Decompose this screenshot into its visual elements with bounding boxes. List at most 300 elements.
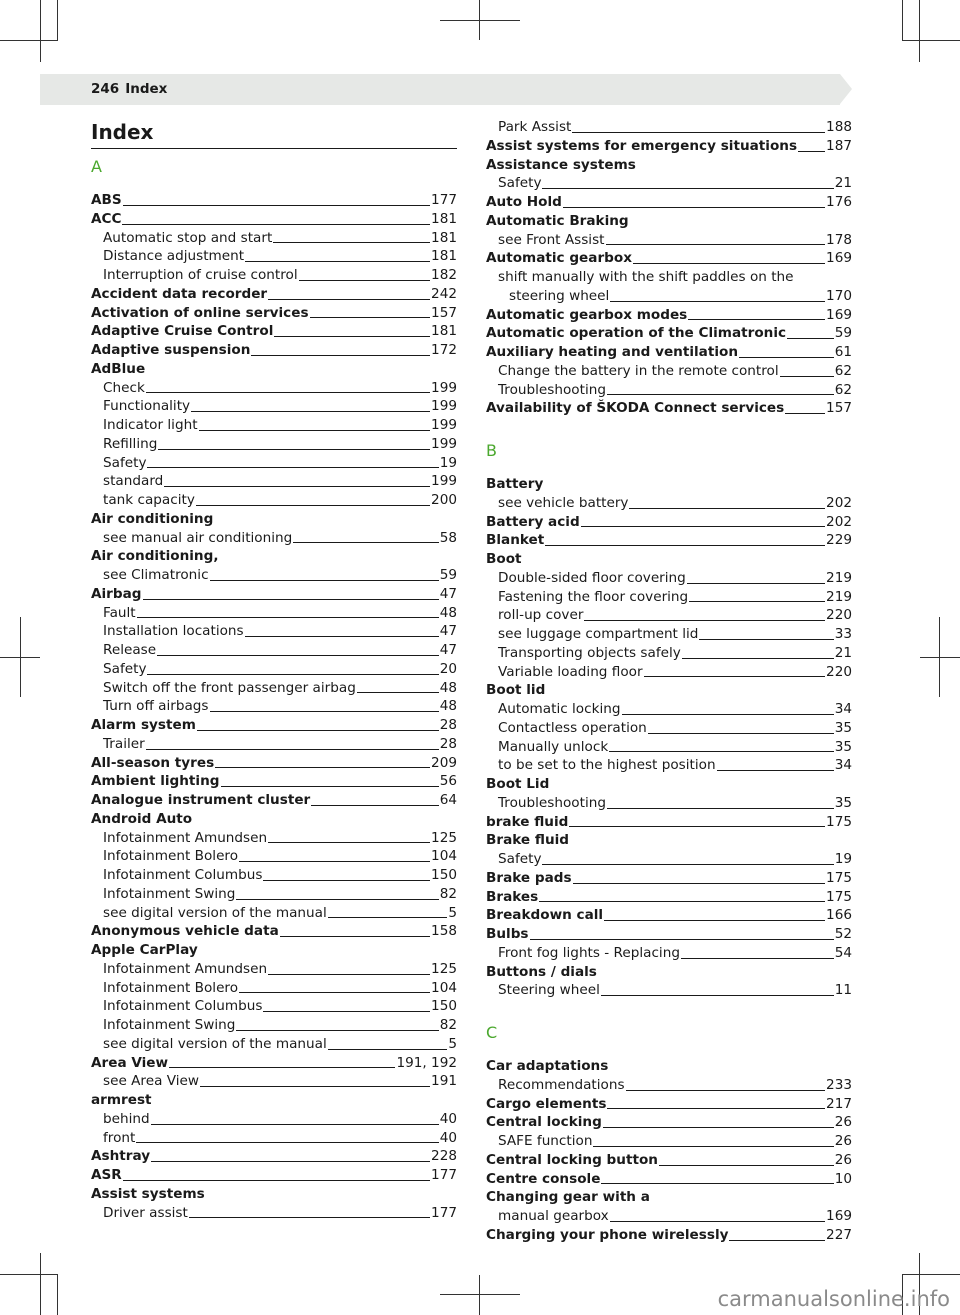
index-entry[interactable]	[91, 660, 457, 679]
page-reference[interactable]: 26	[834, 1151, 852, 1168]
index-entry[interactable]	[486, 1057, 852, 1076]
dot-leader	[239, 861, 430, 862]
index-entry[interactable]	[486, 1226, 852, 1245]
index-entry[interactable]	[91, 397, 457, 416]
page-reference[interactable]: 199	[431, 435, 457, 452]
page-reference[interactable]: 177	[431, 1167, 457, 1183]
page-reference[interactable]: 175	[826, 869, 852, 886]
page-reference[interactable]: 11	[834, 982, 852, 999]
index-entry[interactable]	[91, 1166, 457, 1185]
page-reference[interactable]: 35	[834, 738, 852, 755]
index-entry[interactable]	[91, 716, 457, 735]
index-entry[interactable]	[91, 341, 457, 360]
index-entry[interactable]	[486, 944, 852, 963]
index-term: Fastening the floor covering	[498, 588, 689, 605]
index-list-left	[91, 157, 457, 1222]
dot-leader	[644, 676, 826, 677]
index-entry[interactable]	[486, 606, 852, 625]
index-entry[interactable]	[91, 360, 457, 379]
index-entry[interactable]	[91, 904, 457, 923]
index-entry[interactable]	[486, 174, 852, 193]
index-entry[interactable]	[486, 625, 852, 644]
dot-leader	[199, 430, 431, 431]
index-entry[interactable]	[91, 585, 457, 604]
dot-leader	[785, 413, 825, 414]
crop-mark	[902, 40, 960, 41]
index-term: steering wheel	[509, 287, 610, 304]
index-entry[interactable]	[91, 285, 457, 304]
page-reference[interactable]: 48	[439, 698, 457, 715]
page-reference[interactable]: 158	[431, 923, 457, 940]
page-reference[interactable]: 21	[834, 175, 852, 192]
dot-leader	[143, 599, 439, 600]
dot-leader	[215, 767, 430, 768]
index-entry[interactable]	[91, 866, 457, 885]
page-reference[interactable]: 47	[439, 623, 457, 640]
index-entry[interactable]	[486, 588, 852, 607]
index-entry[interactable]	[486, 700, 852, 719]
index-entry[interactable]	[91, 1016, 457, 1035]
page-reference[interactable]: 176	[826, 194, 852, 210]
index-entry[interactable]	[486, 1170, 852, 1189]
page-reference[interactable]: 175	[826, 813, 852, 830]
index-term: front	[103, 1129, 136, 1146]
index-entry[interactable]	[486, 644, 852, 663]
dot-leader	[622, 714, 834, 715]
index-entry[interactable]	[486, 831, 852, 850]
index-entry[interactable]	[91, 1054, 457, 1073]
page-reference[interactable]: 82	[439, 1017, 457, 1033]
index-entry[interactable]	[486, 1095, 852, 1114]
page-reference[interactable]: 182	[431, 267, 457, 283]
page-reference[interactable]: 227	[826, 1226, 852, 1243]
page-reference[interactable]: 19	[439, 454, 457, 471]
index-entry[interactable]	[486, 1076, 852, 1095]
index-term: Brake fluid	[486, 832, 570, 849]
index-term: Recommendations	[498, 1076, 625, 1093]
index-entry[interactable]	[91, 379, 457, 398]
index-entry[interactable]	[91, 604, 457, 623]
index-entry[interactable]	[486, 399, 852, 418]
index-entry[interactable]	[91, 829, 457, 848]
page-reference[interactable]: 21	[834, 644, 852, 661]
index-list-right	[486, 118, 852, 1245]
index-entry[interactable]	[486, 1113, 852, 1132]
page-reference[interactable]: 150	[431, 998, 457, 1015]
index-entry[interactable]	[486, 719, 852, 738]
page-reference[interactable]: 219	[826, 569, 852, 586]
dot-leader	[659, 1165, 834, 1166]
page-reference[interactable]: 228	[431, 1148, 457, 1165]
index-entry[interactable]	[486, 249, 852, 268]
page-reference[interactable]: 40	[439, 1110, 457, 1127]
index-term: Trailer	[103, 735, 145, 752]
index-entry[interactable]	[91, 472, 457, 491]
dot-leader	[122, 224, 430, 225]
index-entry[interactable]	[486, 888, 852, 907]
page-reference[interactable]: 188	[826, 119, 852, 135]
page-reference[interactable]: 181	[431, 229, 457, 246]
page-reference[interactable]: 202	[826, 494, 852, 511]
index-entry[interactable]	[91, 847, 457, 866]
index-entry[interactable]	[486, 118, 852, 137]
page-reference[interactable]: 47	[439, 642, 457, 658]
page-reference[interactable]: 34	[834, 757, 852, 774]
index-entry[interactable]	[91, 960, 457, 979]
index-term: standard	[103, 473, 164, 490]
page-reference[interactable]: 28	[439, 735, 457, 752]
page-reference[interactable]: 219	[826, 588, 852, 605]
page-reference[interactable]: 54	[834, 944, 852, 961]
dot-leader	[146, 749, 439, 750]
page-reference[interactable]: 242	[431, 285, 457, 302]
index-entry[interactable]	[486, 756, 852, 775]
index-term: Cargo elements	[486, 1095, 607, 1112]
index-entry[interactable]	[91, 454, 457, 473]
dot-leader	[221, 786, 439, 787]
page-reference[interactable]: 157	[431, 304, 457, 321]
index-entry[interactable]	[486, 475, 852, 494]
index-term: Contactless operation	[498, 719, 647, 736]
index-entry[interactable]	[91, 435, 457, 454]
index-entry[interactable]	[91, 1110, 457, 1129]
index-entry[interactable]	[486, 775, 852, 794]
page-reference[interactable]: 20	[439, 660, 457, 677]
page-reference[interactable]: 104	[431, 848, 457, 865]
index-term: Ashtray	[91, 1148, 151, 1165]
page-reference[interactable]: 35	[834, 719, 852, 736]
index-entry[interactable]	[486, 569, 852, 588]
index-entry[interactable]	[486, 362, 852, 381]
page-reference[interactable]: 48	[439, 679, 457, 696]
index-entry[interactable]	[486, 925, 852, 944]
page-reference[interactable]: 5	[448, 904, 457, 921]
index-term: see luggage compartment lid	[498, 626, 699, 642]
index-entry[interactable]	[486, 1188, 852, 1207]
index-entry[interactable]	[486, 193, 852, 212]
index-entry[interactable]	[91, 641, 457, 660]
index-term: shift manually with the shift paddles on the	[498, 269, 794, 285]
page-reference[interactable]: 59	[834, 325, 852, 342]
index-term: Assist systems	[91, 1185, 205, 1202]
index-entry[interactable]	[486, 681, 852, 700]
index-entry[interactable]	[486, 1132, 852, 1151]
page-reference[interactable]: 52	[834, 926, 852, 942]
index-term: Distance adjustment	[103, 248, 245, 265]
page-reference[interactable]: 62	[834, 381, 852, 398]
page-reference[interactable]: 125	[431, 829, 457, 846]
index-term: Adaptive suspension	[91, 342, 251, 358]
crop-mark	[902, 0, 903, 40]
index-term: Driver assist	[103, 1204, 188, 1221]
index-term: Troubleshooting	[498, 794, 606, 811]
dot-leader	[609, 751, 833, 752]
dot-leader	[299, 280, 430, 281]
dot-leader	[581, 526, 825, 527]
page-reference[interactable]: 48	[439, 604, 457, 621]
index-entry[interactable]	[91, 510, 457, 529]
page-reference[interactable]: 26	[834, 1114, 852, 1131]
dot-leader	[236, 899, 438, 900]
index-term: Activation of online services	[91, 304, 309, 321]
page-reference[interactable]: 26	[834, 1133, 852, 1149]
index-entry[interactable]	[91, 229, 457, 248]
index-entry[interactable]	[91, 772, 457, 791]
page-reference[interactable]: 169	[826, 306, 852, 323]
page-reference[interactable]: 181	[431, 323, 457, 340]
dot-leader	[539, 901, 825, 902]
page-reference[interactable]: 220	[826, 607, 852, 624]
page-reference[interactable]: 199	[431, 398, 457, 415]
dot-leader	[739, 357, 834, 358]
dot-leader	[310, 317, 431, 318]
index-entry[interactable]	[486, 156, 852, 175]
dot-leader	[136, 1142, 438, 1143]
page-reference[interactable]: 199	[431, 417, 457, 433]
index-term: Double-sided floor covering	[498, 569, 686, 586]
dot-leader	[328, 917, 448, 918]
page-reference[interactable]: 28	[439, 717, 457, 733]
page-reference[interactable]: 47	[439, 585, 457, 602]
index-term: Safety	[103, 454, 147, 471]
page-reference[interactable]: 82	[439, 885, 457, 902]
index-entry[interactable]	[91, 1091, 457, 1110]
index-term: Front fog lights - Replacing	[498, 944, 680, 961]
page-reference[interactable]: 181	[431, 210, 457, 227]
page-reference[interactable]: 175	[826, 888, 852, 905]
page-reference[interactable]: 169	[826, 1208, 852, 1224]
dot-leader	[648, 733, 834, 734]
index-entry[interactable]	[486, 850, 852, 869]
index-entry[interactable]	[91, 1147, 457, 1166]
page-reference[interactable]: 166	[826, 907, 852, 924]
page-reference[interactable]: 181	[431, 248, 457, 265]
page-reference[interactable]: 35	[834, 794, 852, 811]
page-reference[interactable]: 125	[431, 960, 457, 977]
index-entry[interactable]	[91, 1185, 457, 1204]
dot-leader	[729, 1240, 825, 1241]
page-header-arrow	[840, 74, 852, 104]
dot-leader	[236, 1030, 438, 1031]
index-entry[interactable]	[486, 1151, 852, 1170]
index-entry[interactable]	[486, 306, 852, 325]
index-entry[interactable]	[486, 137, 852, 156]
index-entry[interactable]	[91, 566, 457, 585]
index-entry[interactable]	[91, 697, 457, 716]
index-entry[interactable]	[486, 513, 852, 532]
page-reference[interactable]: 19	[834, 851, 852, 867]
index-term: Boot lid	[486, 682, 546, 699]
index-term: Park Assist	[498, 119, 572, 135]
index-entry[interactable]	[91, 210, 457, 229]
page-reference[interactable]: 191	[431, 1073, 457, 1090]
dot-leader	[189, 1217, 430, 1218]
index-entry[interactable]	[486, 268, 852, 287]
index-term: manual gearbox	[498, 1208, 609, 1224]
page-reference[interactable]: 199	[431, 473, 457, 490]
page-reference[interactable]: 233	[826, 1076, 852, 1093]
page-reference[interactable]: 187	[826, 137, 852, 154]
index-entry[interactable]	[486, 231, 852, 250]
dot-leader	[717, 770, 834, 771]
index-entry[interactable]	[486, 212, 852, 231]
index-entry[interactable]	[486, 324, 852, 343]
index-entry[interactable]	[91, 791, 457, 810]
index-entry[interactable]	[91, 304, 457, 323]
index-entry[interactable]	[91, 491, 457, 510]
page-reference[interactable]: 209	[431, 754, 457, 771]
page-reference[interactable]: 169	[826, 250, 852, 267]
index-term: Anonymous vehicle data	[91, 923, 279, 940]
page-reference[interactable]: 178	[826, 231, 852, 248]
page-reference[interactable]: 177	[431, 1204, 457, 1221]
dot-leader	[604, 920, 825, 921]
index-term: Safety	[103, 660, 147, 677]
page-reference[interactable]: 5	[448, 1035, 457, 1052]
crop-mark	[40, 1253, 41, 1315]
page-reference[interactable]: 58	[439, 529, 457, 546]
page-reference[interactable]: 64	[439, 792, 457, 808]
index-term: Centre console	[486, 1170, 601, 1187]
index-term: Boot	[486, 551, 522, 567]
index-entry[interactable]	[486, 1207, 852, 1226]
page-reference[interactable]: 199	[431, 379, 457, 396]
index-entry[interactable]	[91, 979, 457, 998]
index-entry[interactable]	[91, 941, 457, 960]
page-reference[interactable]: 172	[431, 342, 457, 358]
index-term: Ambient lighting	[91, 773, 220, 790]
page-reference[interactable]: 104	[431, 979, 457, 996]
page-reference[interactable]: 177	[431, 192, 457, 208]
index-term: Airbag	[91, 585, 142, 602]
index-entry[interactable]	[91, 191, 457, 210]
index-entry[interactable]	[486, 494, 852, 513]
index-entry[interactable]	[91, 1204, 457, 1223]
index-term: Area View	[91, 1054, 169, 1071]
index-entry[interactable]	[91, 922, 457, 941]
index-term: Car adaptations	[486, 1058, 609, 1074]
page-reference[interactable]: 10	[834, 1170, 852, 1187]
dot-leader	[169, 1067, 395, 1068]
index-entry[interactable]	[91, 416, 457, 435]
index-entry[interactable]	[486, 531, 852, 550]
index-entry[interactable]	[91, 529, 457, 548]
page-reference[interactable]: 61	[834, 344, 852, 360]
dot-leader	[681, 958, 834, 959]
page-reference[interactable]: 56	[439, 773, 457, 790]
dot-leader	[593, 1146, 833, 1147]
index-entry[interactable]	[486, 963, 852, 982]
index-entry[interactable]	[91, 679, 457, 698]
index-term: Infotainment Swing	[103, 885, 236, 902]
page-reference[interactable]: 33	[834, 626, 852, 642]
index-entry[interactable]	[91, 266, 457, 285]
index-entry[interactable]	[91, 247, 457, 266]
dot-leader	[607, 808, 834, 809]
index-term: Troubleshooting	[498, 381, 606, 398]
index-entry[interactable]	[486, 906, 852, 925]
index-term: see digital version of the manual	[103, 1035, 327, 1052]
dot-leader	[147, 467, 438, 468]
index-entry[interactable]	[91, 885, 457, 904]
index-entry[interactable]	[91, 735, 457, 754]
index-entry[interactable]	[486, 794, 852, 813]
page-reference[interactable]: 40	[439, 1129, 457, 1146]
index-term: Automatic gearbox	[486, 250, 632, 267]
index-term: roll-up cover	[498, 607, 584, 624]
dot-leader	[151, 1124, 439, 1125]
index-term: behind	[103, 1110, 150, 1127]
index-entry[interactable]	[486, 550, 852, 569]
page-reference[interactable]: 157	[826, 400, 852, 417]
index-entry[interactable]	[91, 754, 457, 773]
index-term: tank capacity	[103, 492, 195, 508]
dot-leader	[542, 188, 833, 189]
index-entry[interactable]	[486, 738, 852, 757]
index-entry[interactable]	[486, 663, 852, 682]
dot-leader	[569, 826, 825, 827]
section-gap	[486, 418, 852, 435]
page-reference[interactable]: 200	[431, 492, 457, 508]
index-entry[interactable]	[486, 381, 852, 400]
dot-leader	[263, 1011, 430, 1012]
index-entry[interactable]	[91, 547, 457, 566]
index-term: Interruption of cruise control	[103, 267, 298, 283]
page-reference[interactable]: 191, 192	[396, 1054, 457, 1071]
page-reference[interactable]: 170	[826, 287, 852, 304]
index-term: see Front Assist	[498, 231, 605, 248]
index-entry[interactable]	[91, 1129, 457, 1148]
page-reference[interactable]: 62	[834, 362, 852, 379]
index-term: Safety	[498, 851, 542, 867]
index-entry[interactable]	[486, 869, 852, 888]
index-term: Alarm system	[91, 717, 196, 733]
index-term: Blanket	[486, 532, 545, 549]
index-entry[interactable]	[91, 1035, 457, 1054]
dot-leader	[601, 1183, 833, 1184]
dot-leader	[601, 995, 834, 996]
dot-leader	[633, 263, 825, 264]
index-entry[interactable]	[486, 981, 852, 1000]
index-entry[interactable]	[486, 287, 852, 306]
page-header	[91, 81, 173, 97]
index-entry[interactable]	[486, 343, 852, 362]
dot-leader	[137, 617, 439, 618]
page-reference[interactable]: 150	[431, 867, 457, 883]
index-entry[interactable]	[91, 622, 457, 641]
page-reference[interactable]: 217	[826, 1095, 852, 1112]
index-term: brake fluid	[486, 813, 569, 830]
index-term: see digital version of the manual	[103, 904, 327, 921]
index-term: see Area View	[103, 1073, 199, 1090]
page-reference[interactable]: 34	[834, 701, 852, 717]
index-entry[interactable]	[91, 1072, 457, 1091]
index-entry[interactable]	[486, 813, 852, 832]
index-letter-heading: A	[91, 157, 102, 176]
page-reference[interactable]: 59	[439, 567, 457, 583]
index-entry[interactable]	[91, 997, 457, 1016]
crop-mark	[40, 0, 41, 62]
index-term: Fault	[103, 604, 136, 621]
dot-leader	[263, 880, 430, 881]
index-term: AdBlue	[91, 360, 146, 377]
page-reference[interactable]: 229	[826, 532, 852, 549]
dot-leader	[151, 1161, 430, 1162]
index-entry[interactable]	[91, 322, 457, 341]
page-reference[interactable]: 202	[826, 513, 852, 530]
page-reference[interactable]: 220	[826, 663, 852, 680]
index-entry[interactable]	[91, 810, 457, 829]
